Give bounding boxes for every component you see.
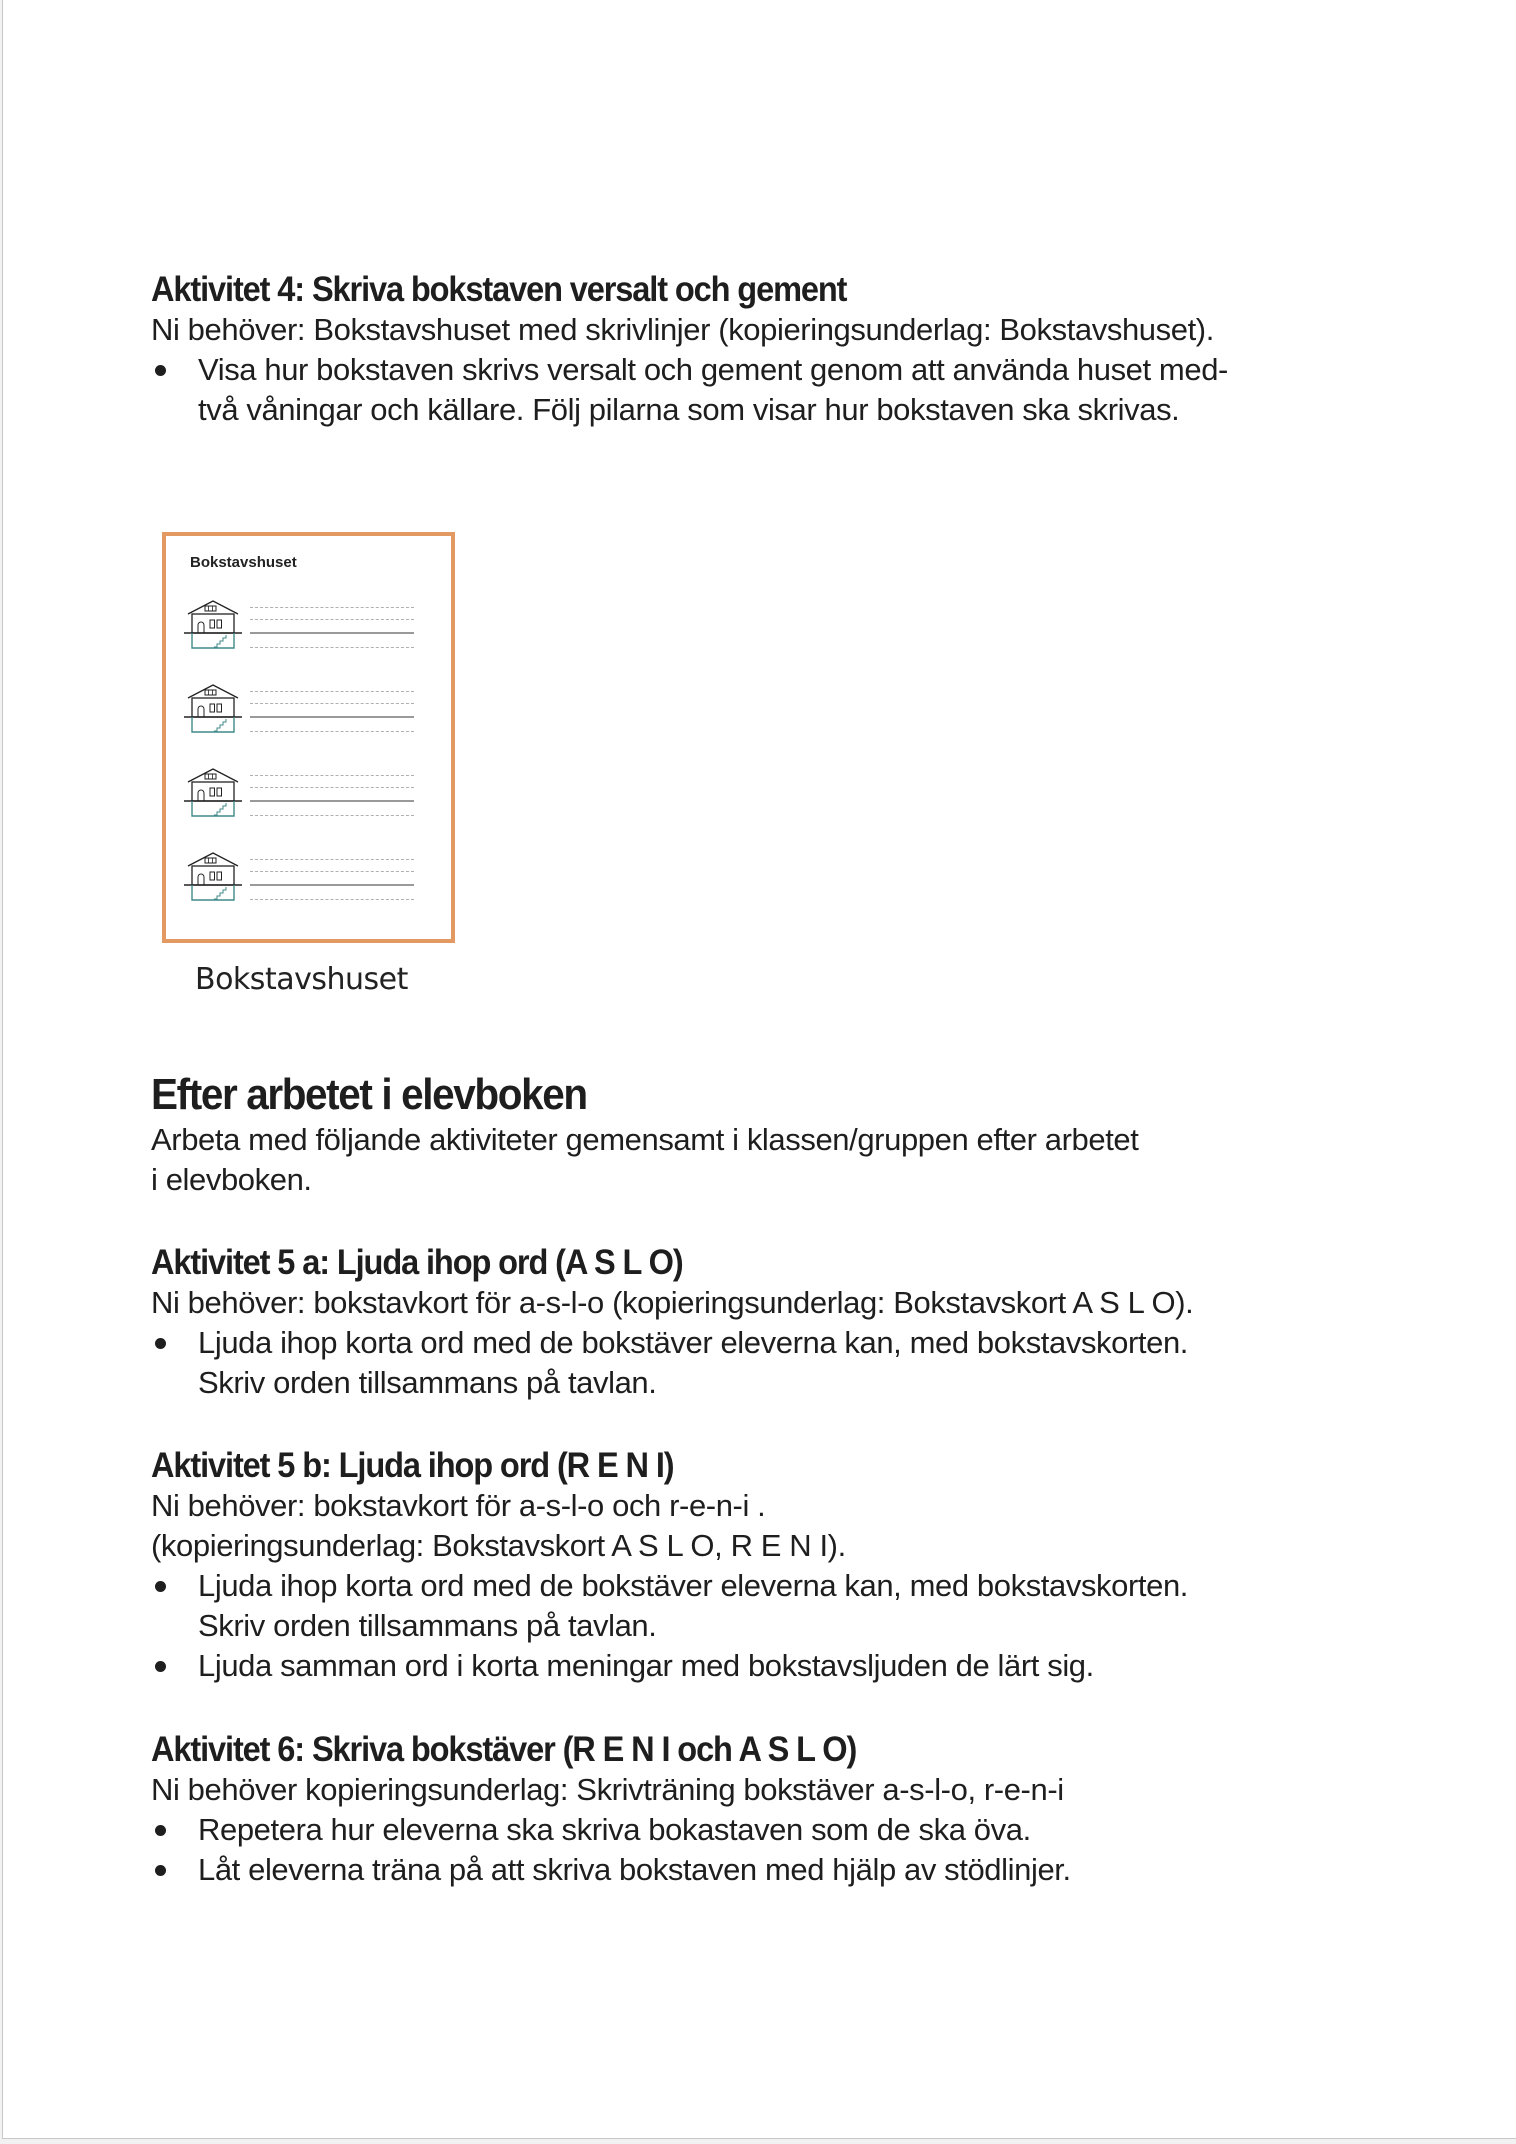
house-icon [184, 766, 246, 828]
writing-row [184, 682, 434, 752]
guide-line [250, 775, 414, 776]
activity-5a-section [151, 1243, 1391, 1403]
activity-5b-section [151, 1446, 1391, 1686]
activity-6-needs: Ni behöver kopieringsunderlag: Skrivträning bokstäver a-s-l-o, r-e-n-i [151, 1772, 1064, 1807]
after-section [151, 1070, 1391, 1200]
guide-line [250, 619, 414, 620]
guide-line [250, 731, 414, 732]
activity-5a-needs: Ni behöver: bokstavkort för a-s-l-o (kopieringsunderlag: Bokstavskort A S L O). [151, 1285, 1194, 1320]
guide-line [250, 871, 414, 872]
bullet-continuation: två våningar och källare. Följ pilarna som visar hur bokstaven ska skrivas. [198, 392, 1180, 427]
bullet-item: Ljuda ihop korta ord med de bokstäver eleverna kan, med bokstavskorten. [151, 1323, 1391, 1363]
guide-line [250, 859, 414, 860]
guide-line [250, 899, 414, 900]
guide-line [250, 787, 414, 788]
activity-6-bullets [151, 1810, 1391, 1890]
document-page [2, 0, 1516, 2139]
guide-line [250, 703, 414, 704]
bokstavshuset-thumbnail [162, 532, 455, 943]
writing-row [184, 850, 434, 920]
bullet-item: Repetera hur eleverna ska skriva bokastaven som de ska öva. [151, 1810, 1391, 1850]
baseline-line [250, 632, 414, 634]
figure-caption: Bokstavshuset [195, 962, 408, 997]
guide-line [250, 607, 414, 608]
activity-5b-bullets [151, 1566, 1391, 1686]
section-heading: Efter arbetet i elevboken [151, 1070, 587, 1119]
writing-row [184, 598, 434, 668]
activity-6-title: Aktivitet 6: Skriva bokstäver (R E N I och A S L O) [151, 1730, 857, 1769]
guide-line [250, 647, 414, 648]
bullet-continuation: Skriv orden tillsammans på tavlan. [198, 1365, 657, 1400]
bullet-icon [155, 1661, 166, 1672]
writing-row [184, 766, 434, 836]
activity-5a-bullets [151, 1323, 1391, 1403]
activity-5b-needs: Ni behöver: bokstavkort för a-s-l-o och r-e-n-i . [151, 1488, 766, 1523]
house-icon [184, 598, 246, 660]
intro-line: i elevboken. [151, 1162, 312, 1197]
house-icon [184, 682, 246, 744]
thumbnail-title: Bokstavshuset [190, 554, 297, 571]
activity-4-needs: Ni behöver: Bokstavshuset med skrivlinjer (kopieringsunderlag: Bokstavshuset). [151, 312, 1214, 347]
bullet-continuation: Skriv orden tillsammans på tavlan. [198, 1608, 657, 1643]
bullet-icon [155, 1581, 166, 1592]
bullet-item: Visa hur bokstaven skrivs versalt och gement genom att använda huset med- [151, 350, 1391, 390]
bullet-item: Ljuda ihop korta ord med de bokstäver eleverna kan, med bokstavskorten. [151, 1566, 1391, 1606]
baseline-line [250, 884, 414, 886]
bullet-item: Ljuda samman ord i korta meningar med bokstavsljuden de lärt sig. [151, 1646, 1391, 1686]
bullet-icon [155, 1825, 166, 1836]
baseline-line [250, 716, 414, 718]
activity-5b-needs: (kopieringsunderlag: Bokstavskort A S L O, R E N I). [151, 1528, 846, 1563]
activity-5b-title: Aktivitet 5 b: Ljuda ihop ord (R E N I) [151, 1446, 674, 1485]
activity-4-section [151, 270, 1391, 430]
activity-5a-title: Aktivitet 5 a: Ljuda ihop ord (A S L O) [151, 1243, 683, 1282]
house-icon [184, 850, 246, 912]
bullet-icon [155, 1865, 166, 1876]
guide-line [250, 691, 414, 692]
intro-line: Arbeta med följande aktiviteter gemensamt i klassen/gruppen efter arbetet [151, 1122, 1139, 1157]
activity-4-bullets [151, 350, 1391, 430]
activity-4-title: Aktivitet 4: Skriva bokstaven versalt och gement [151, 270, 847, 309]
bullet-item: Låt eleverna träna på att skriva bokstaven med hjälp av stödlinjer. [151, 1850, 1391, 1890]
bullet-icon [155, 365, 166, 376]
baseline-line [250, 800, 414, 802]
activity-6-section [151, 1730, 1391, 1890]
guide-line [250, 815, 414, 816]
bullet-icon [155, 1338, 166, 1349]
